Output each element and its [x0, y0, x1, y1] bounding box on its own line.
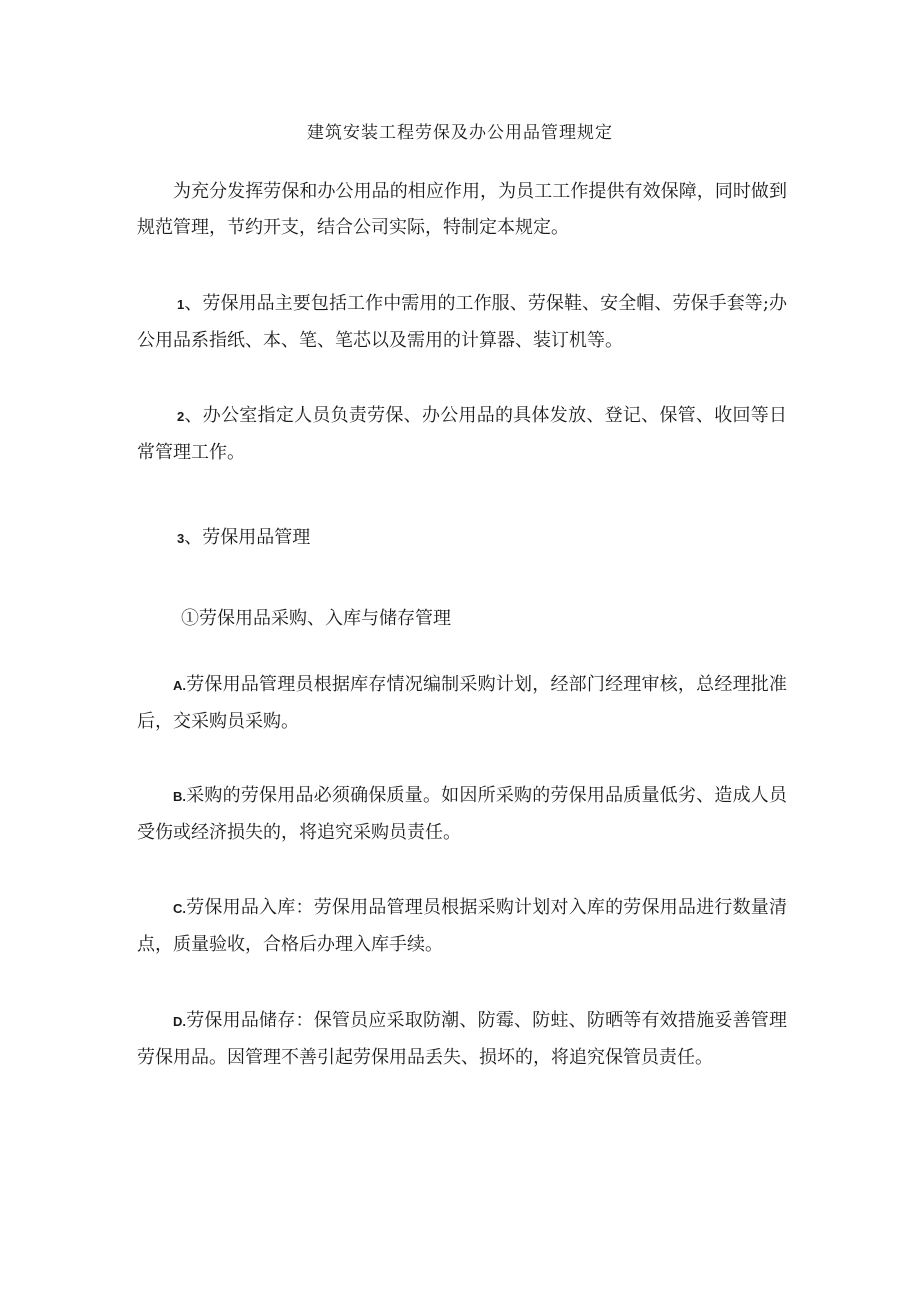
clause-a: [137, 667, 787, 740]
intro-paragraph: 为充分发挥劳保和办公用品的相应作用，为员工工作提供有效保障，同时做到规范管理，节约开支，结合公司实际，特制定本规定。: [137, 181, 787, 238]
clause-b-text: 采购的劳保用品必须确保质量。如因所采购的劳保用品质量低劣、造成人员受伤或经济损失的，将追究采购员责任。: [137, 785, 787, 843]
item-2: [137, 398, 787, 471]
document-title: 建筑安装工程劳保及办公用品管理规定: [307, 123, 613, 143]
item-3-separator: 、: [184, 527, 203, 548]
clause-c-marker: C.: [173, 901, 186, 916]
item-1-text: 劳保用品主要包括工作中需用的工作服、劳保鞋、安全帽、劳保手套等;办公用品系指纸、本、笔、笔芯以及需用的计算器、装订机等。: [137, 293, 788, 351]
item-3: [137, 520, 787, 557]
item-1-separator: 、: [184, 293, 203, 314]
item-3-text: 劳保用品管理: [202, 527, 311, 548]
clause-b-marker: B.: [173, 789, 186, 804]
clause-d: [137, 1003, 787, 1076]
clause-c: [137, 890, 787, 963]
clause-c-text: 劳保用品入库：劳保用品管理员根据采购计划对入库的劳保用品进行数量清点，质量验收，合格后办理入库手续。: [137, 897, 787, 955]
clause-b: [137, 778, 787, 851]
item-1-marker: 1: [177, 297, 185, 312]
item-3-marker: 3: [177, 531, 185, 546]
clause-d-marker: D.: [173, 1014, 186, 1029]
item-2-separator: 、: [184, 405, 203, 426]
subheading: ①劳保用品采购、入库与储存管理: [181, 608, 451, 629]
item-2-text: 办公室指定人员负责劳保、办公用品的具体发放、登记、保管、收回等日常管理工作。: [137, 405, 787, 463]
clause-d-text: 劳保用品储存：保管员应采取防潮、防霉、防蛀、防晒等有效措施妥善管理劳保用品。因管理不善引起劳保用品丢失、损坏的，将追究保管员责任。: [137, 1010, 787, 1068]
clause-a-marker: A.: [173, 678, 186, 693]
item-2-marker: 2: [177, 409, 185, 424]
item-1: [137, 286, 787, 359]
clause-a-text: 劳保用品管理员根据库存情况编制采购计划，经部门经理审核，总经理批准后，交采购员采购。: [137, 674, 787, 732]
